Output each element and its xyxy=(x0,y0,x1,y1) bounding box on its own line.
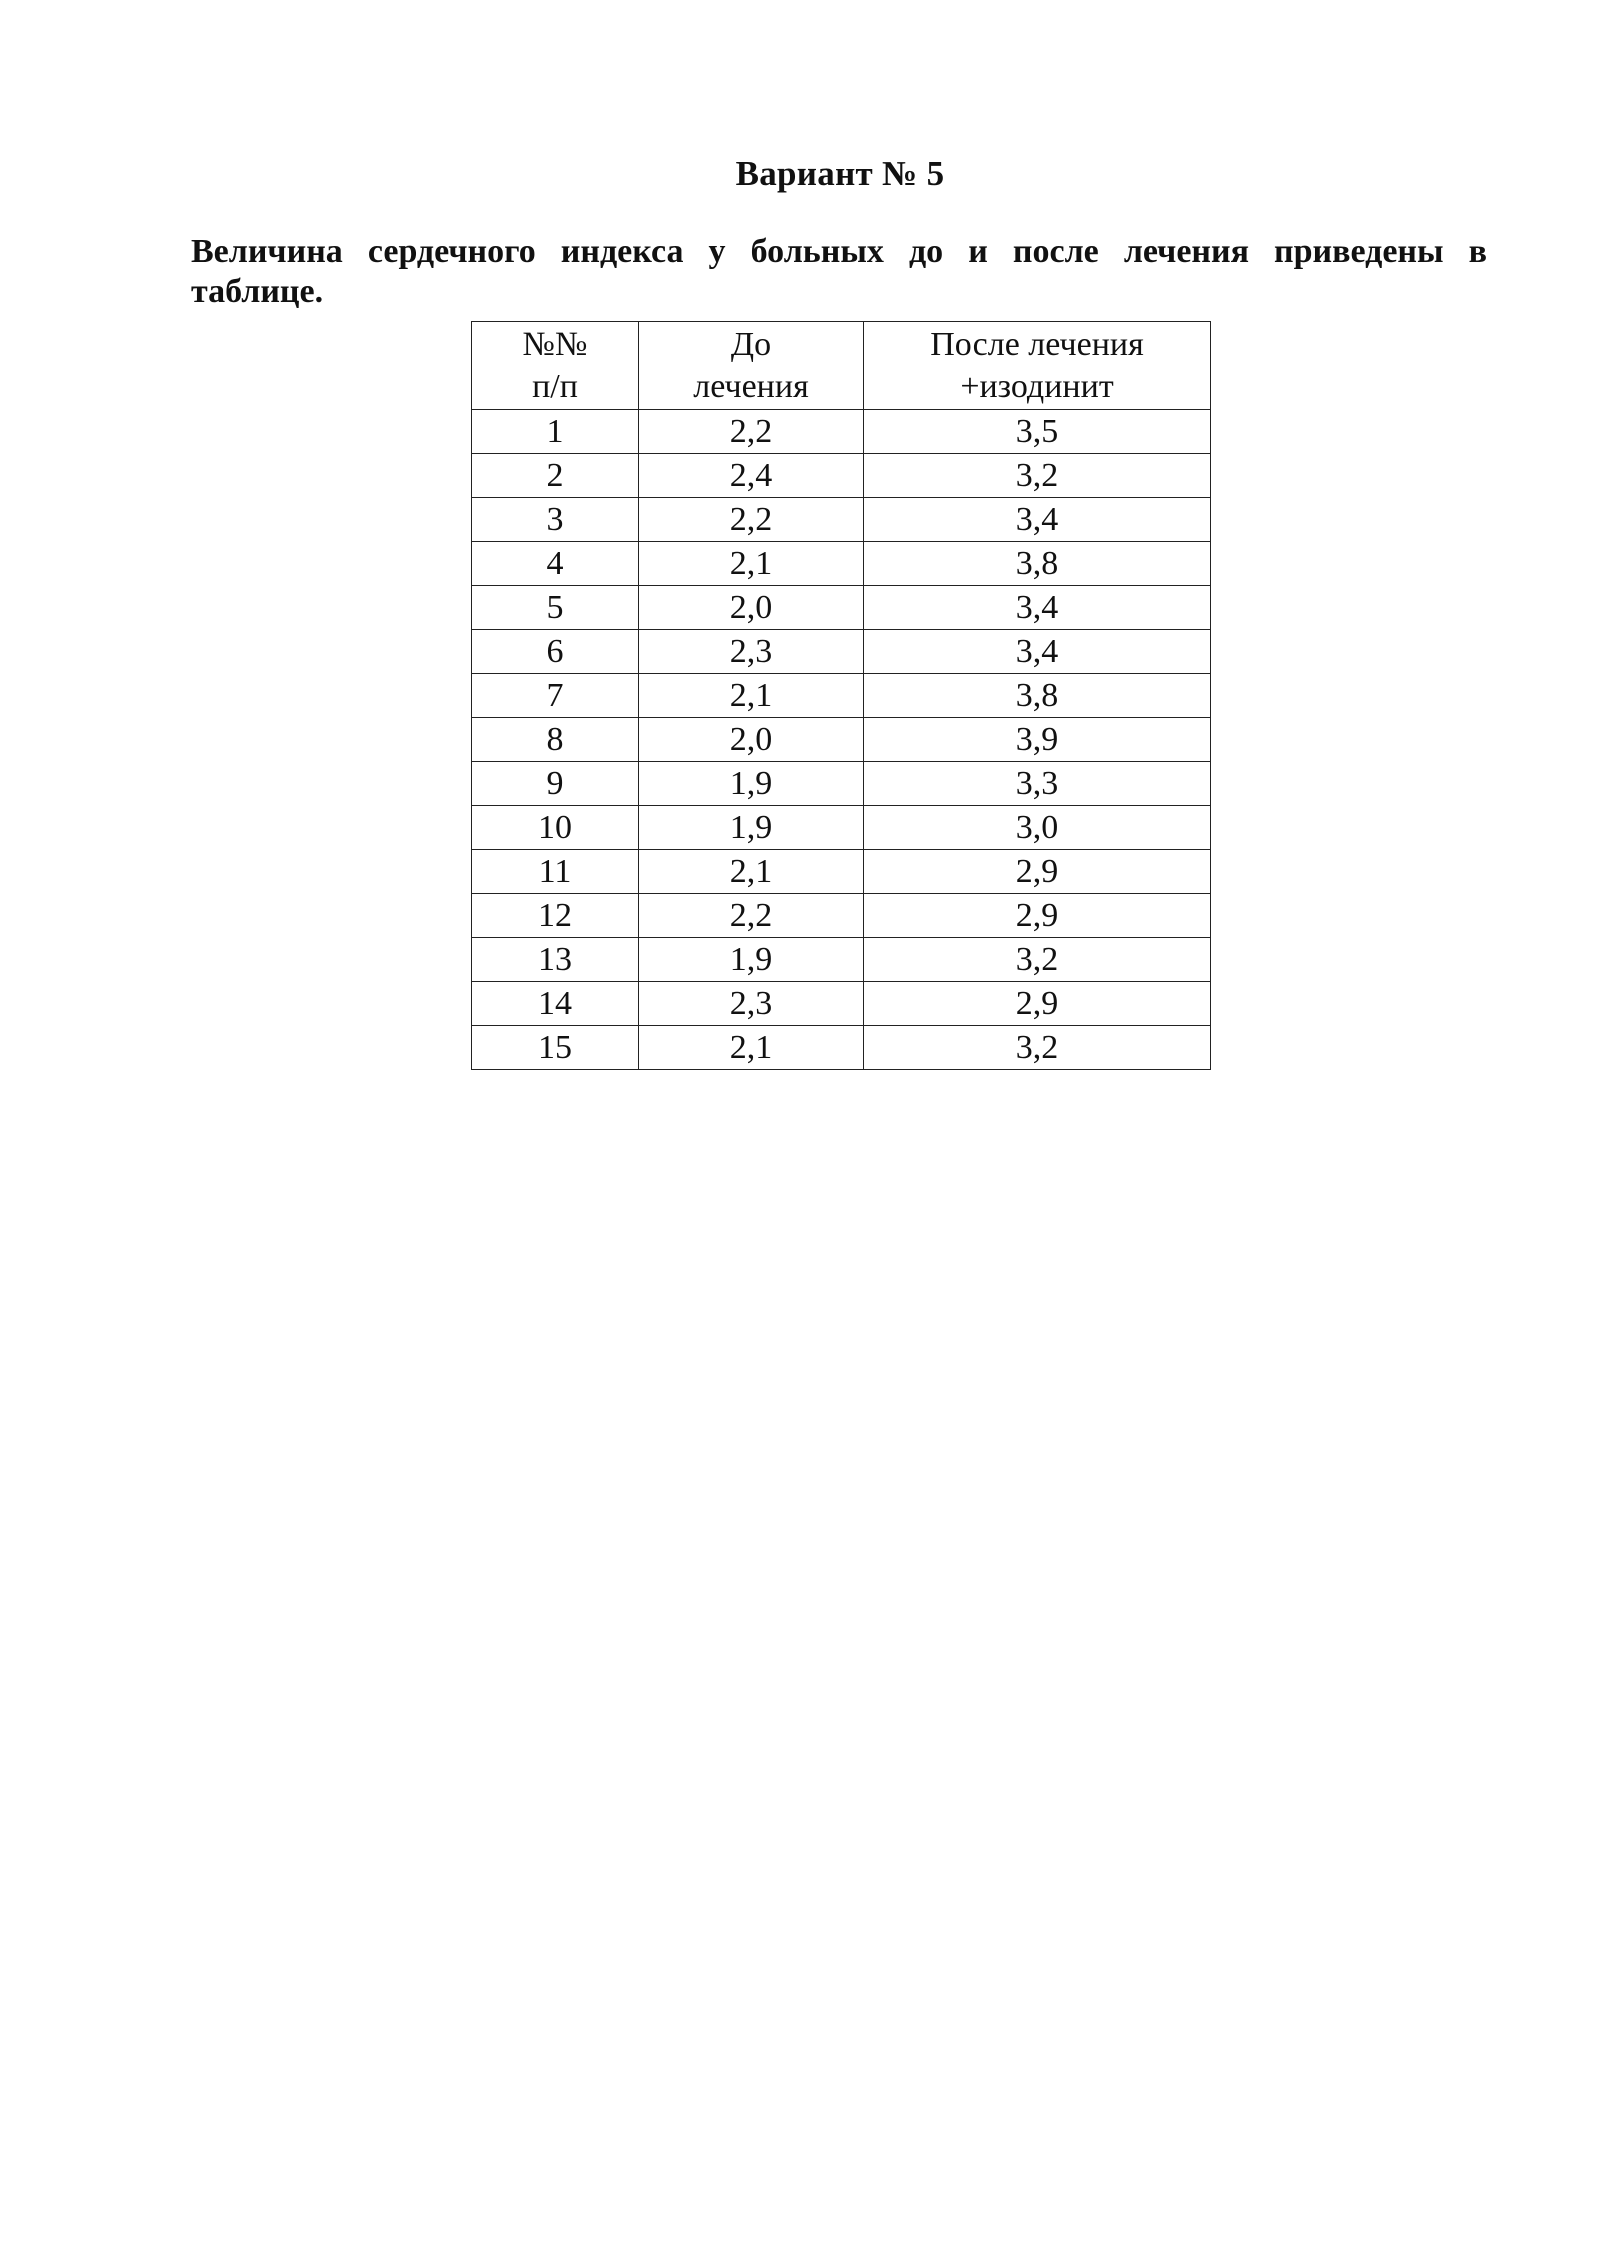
header-after-line2: +изодинит xyxy=(960,367,1114,405)
table-row xyxy=(472,762,1211,806)
table-row xyxy=(472,938,1211,982)
cell-after: 3,2 xyxy=(864,1026,1211,1070)
table-row xyxy=(472,894,1211,938)
cell-before: 2,3 xyxy=(639,630,864,674)
intro-paragraph: Величина сердечного индекса у больных до и после лечения приведены в таблице. xyxy=(191,233,1487,310)
cell-number: 6 xyxy=(472,630,639,674)
header-before xyxy=(639,322,864,410)
table-row xyxy=(472,542,1211,586)
cell-before: 2,2 xyxy=(639,894,864,938)
cell-after: 2,9 xyxy=(864,894,1211,938)
cell-number: 2 xyxy=(472,454,639,498)
cell-number: 5 xyxy=(472,586,639,630)
table-body xyxy=(472,410,1211,1070)
header-after xyxy=(864,322,1211,410)
header-number-line2: п/п xyxy=(532,367,578,405)
cell-after: 3,5 xyxy=(864,410,1211,454)
cell-after: 3,4 xyxy=(864,630,1211,674)
table-row xyxy=(472,982,1211,1026)
cell-number: 13 xyxy=(472,938,639,982)
cell-number: 11 xyxy=(472,850,639,894)
cell-after: 3,4 xyxy=(864,586,1211,630)
cell-number: 10 xyxy=(472,806,639,850)
table-row xyxy=(472,410,1211,454)
cell-number: 12 xyxy=(472,894,639,938)
header-before-line2: лечения xyxy=(693,367,809,405)
cell-before: 1,9 xyxy=(639,938,864,982)
cell-after: 3,2 xyxy=(864,454,1211,498)
cell-after: 3,0 xyxy=(864,806,1211,850)
cell-after: 2,9 xyxy=(864,850,1211,894)
cell-after: 3,8 xyxy=(864,674,1211,718)
table-row xyxy=(472,674,1211,718)
cell-before: 1,9 xyxy=(639,806,864,850)
table-row xyxy=(472,454,1211,498)
cell-number: 7 xyxy=(472,674,639,718)
table-header-row xyxy=(472,322,1211,410)
header-number-line1: №№ xyxy=(522,325,588,363)
cell-before: 2,2 xyxy=(639,410,864,454)
data-table xyxy=(471,321,1211,1070)
header-after-line1: После лечения xyxy=(930,325,1144,363)
cell-after: 3,3 xyxy=(864,762,1211,806)
cell-number: 15 xyxy=(472,1026,639,1070)
cell-before: 2,1 xyxy=(639,542,864,586)
table-row xyxy=(472,718,1211,762)
table-row xyxy=(472,1026,1211,1070)
cell-number: 4 xyxy=(472,542,639,586)
table-row xyxy=(472,806,1211,850)
cell-before: 2,0 xyxy=(639,718,864,762)
cell-before: 2,2 xyxy=(639,498,864,542)
cell-before: 2,4 xyxy=(639,454,864,498)
table-row xyxy=(472,586,1211,630)
table-header xyxy=(472,322,1211,410)
cell-before: 2,3 xyxy=(639,982,864,1026)
table-row xyxy=(472,630,1211,674)
cell-number: 14 xyxy=(472,982,639,1026)
cell-before: 1,9 xyxy=(639,762,864,806)
cell-before: 2,1 xyxy=(639,674,864,718)
cell-before: 2,0 xyxy=(639,586,864,630)
cell-after: 3,4 xyxy=(864,498,1211,542)
cell-after: 3,8 xyxy=(864,542,1211,586)
cell-number: 9 xyxy=(472,762,639,806)
cell-number: 3 xyxy=(472,498,639,542)
cell-before: 2,1 xyxy=(639,850,864,894)
cell-before: 2,1 xyxy=(639,1026,864,1070)
page-title: Вариант № 5 xyxy=(735,154,945,193)
cell-after: 2,9 xyxy=(864,982,1211,1026)
cell-number: 8 xyxy=(472,718,639,762)
cell-after: 3,2 xyxy=(864,938,1211,982)
cell-number: 1 xyxy=(472,410,639,454)
header-number xyxy=(472,322,639,410)
table-row xyxy=(472,850,1211,894)
header-before-line1: До xyxy=(730,325,772,363)
cell-after: 3,9 xyxy=(864,718,1211,762)
table-row xyxy=(472,498,1211,542)
